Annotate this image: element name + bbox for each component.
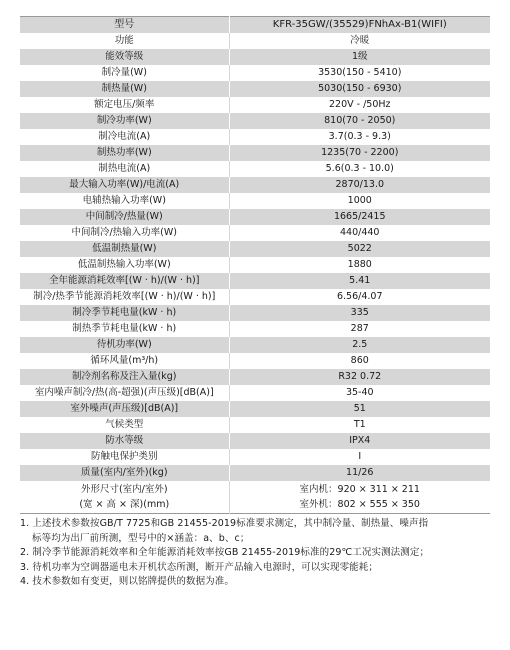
spec-value: 1000: [229, 193, 490, 209]
footnotes: [20, 517, 490, 590]
spec-label: 防水等级: [20, 433, 229, 449]
spec-value: 810(70 - 2050): [229, 113, 490, 129]
table-row: [20, 385, 490, 401]
table-row: [20, 401, 490, 417]
spec-label: 能效等级: [20, 49, 229, 65]
spec-value: 35-40: [229, 385, 490, 401]
table-row: [20, 129, 490, 145]
table-row: [20, 353, 490, 369]
spec-label: 全年能源消耗效率[(W · h)/(W · h)]: [20, 273, 229, 289]
spec-value: 3.7(0.3 - 9.3): [229, 129, 490, 145]
spec-label: 室内噪声制冷/热(高-超强)(声压级)[dB(A)]: [20, 385, 229, 401]
spec-label: 功能: [20, 33, 229, 49]
table-row: [20, 321, 490, 337]
spec-value: 2.5: [229, 337, 490, 353]
spec-value: 1880: [229, 257, 490, 273]
spec-value: 11/26: [229, 465, 490, 481]
spec-label: 气候类型: [20, 417, 229, 433]
table-row: [20, 305, 490, 321]
footnote-line: 2. 制冷季节能源消耗效率和全年能源消耗效率按GB 21455-2019标准的29℃工况实测法测定；: [20, 547, 430, 558]
dimensions-value-line: 室外机：802 × 555 × 350: [299, 499, 420, 510]
footnote-line: 标等均为出厂前所测，型号中的×涵盖：a、b、c；: [32, 532, 250, 544]
spec-value: 6.56/4.07: [229, 289, 490, 305]
footnote-line: 4. 技术参数如有变更，则以铭牌提供的数据为准。: [20, 576, 234, 587]
table-row: [20, 177, 490, 193]
table-row: [20, 225, 490, 241]
spec-value: 220V - /50Hz: [229, 97, 490, 113]
spec-label: 额定电压/频率: [20, 97, 229, 113]
table-row: [20, 145, 490, 161]
dimensions-label-line: (宽 × 高 × 深)(mm): [79, 499, 170, 510]
spec-value: 冷暖: [229, 33, 490, 49]
spec-label: 电辅热输入功率(W): [20, 193, 229, 209]
spec-label: 制冷季节耗电量(kW · h): [20, 305, 229, 321]
table-row: [20, 433, 490, 449]
spec-value: 5.6(0.3 - 10.0): [229, 161, 490, 177]
spec-label: 低温制热输入功率(W): [20, 257, 229, 273]
table-row: [20, 33, 490, 49]
spec-value: 2870/13.0: [229, 177, 490, 193]
spec-label: 循环风量(m³/h): [20, 353, 229, 369]
spec-label: 质量(室内/室外)(kg): [20, 465, 229, 481]
table-row: [20, 161, 490, 177]
dimensions-value: [229, 481, 490, 514]
table-row: [20, 465, 490, 481]
spec-label: 制热量(W): [20, 81, 229, 97]
spec-value: T1: [229, 417, 490, 433]
spec-value: 1235(70 - 2200): [229, 145, 490, 161]
spec-label: 制冷电流(A): [20, 129, 229, 145]
table-row: [20, 417, 490, 433]
model-label: 型号: [20, 17, 229, 34]
spec-value: 1665/2415: [229, 209, 490, 225]
table-row: [20, 241, 490, 257]
spec-value: 3530(150 - 5410): [229, 65, 490, 81]
table-row: [20, 113, 490, 129]
footnote-line: 3. 待机功率为空调器遥电未开机状态所测，断开产品输入电源时，可以实现零能耗；: [20, 561, 378, 573]
table-row: [20, 273, 490, 289]
model-value: KFR-35GW/(35529)FNhAx-B1(WIFI): [229, 17, 490, 34]
spec-label: 制冷量(W): [20, 65, 229, 81]
spec-label: 中间制冷/热输入功率(W): [20, 225, 229, 241]
spec-label: 室外噪声(声压级)[dB(A)]: [20, 401, 229, 417]
dimensions-label-line: 外形尺寸(室内/室外): [80, 484, 168, 495]
table-row: [20, 209, 490, 225]
footnote-line: 1. 上述技术参数按GB/T 7725和GB 21455-2019标准要求测定，其中制冷量、制热量、噪声指: [20, 518, 429, 529]
spec-value: IPX4: [229, 433, 490, 449]
spec-label: 最大输入功率(W)/电流(A): [20, 177, 229, 193]
table-row: [20, 337, 490, 353]
spec-value: 5022: [229, 241, 490, 257]
table-row: [20, 193, 490, 209]
spec-value: 1级: [229, 49, 490, 65]
table-row: [20, 289, 490, 305]
table-row: [20, 81, 490, 97]
spec-label: 制热电流(A): [20, 161, 229, 177]
dimensions-value-line: 室内机：920 × 311 × 211: [299, 484, 420, 495]
spec-table: [20, 16, 490, 514]
spec-sheet: [20, 16, 490, 590]
table-row: [20, 449, 490, 465]
spec-value: 335: [229, 305, 490, 321]
spec-label: 制冷剂名称及注入量(kg): [20, 369, 229, 385]
spec-label: 制热功率(W): [20, 145, 229, 161]
table-row: [20, 257, 490, 273]
table-row: [20, 65, 490, 81]
spec-label: 中间制冷/热量(W): [20, 209, 229, 225]
spec-value: 287: [229, 321, 490, 337]
spec-label: 低温制热量(W): [20, 241, 229, 257]
table-row-dimensions: [20, 481, 490, 514]
table-row: [20, 97, 490, 113]
spec-label: 待机功率(W): [20, 337, 229, 353]
table-row: [20, 49, 490, 65]
spec-label: 制冷功率(W): [20, 113, 229, 129]
spec-value: 5.41: [229, 273, 490, 289]
table-header-row: [20, 17, 490, 34]
spec-label: 防触电保护类别: [20, 449, 229, 465]
spec-value: 440/440: [229, 225, 490, 241]
spec-label: 制冷/热季节能源消耗效率[(W · h)/(W · h)]: [20, 289, 229, 305]
spec-value: 860: [229, 353, 490, 369]
spec-value: I: [229, 449, 490, 465]
spec-label: 制热季节耗电量(kW · h): [20, 321, 229, 337]
dimensions-label: [20, 481, 229, 514]
spec-value: 5030(150 - 6930): [229, 81, 490, 97]
table-row: [20, 369, 490, 385]
spec-value: 51: [229, 401, 490, 417]
spec-value: R32 0.72: [229, 369, 490, 385]
